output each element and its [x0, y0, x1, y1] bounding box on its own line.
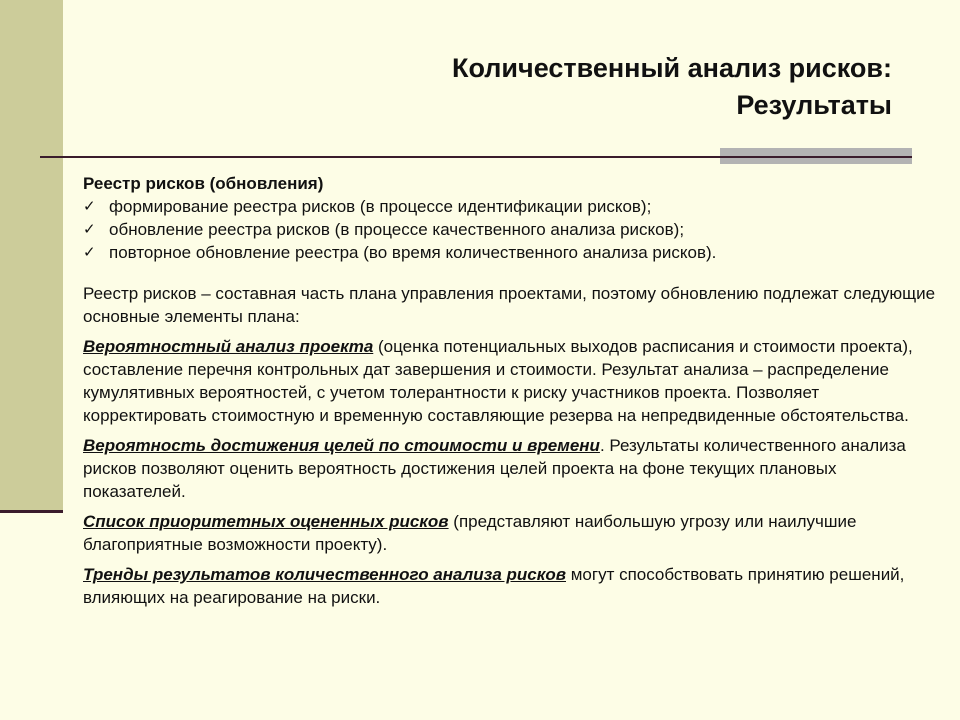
left-band-underline: [0, 510, 63, 513]
item-text: (оценка потенциальных выходов расписания и стоимости проекта), составление перечня контрольных дат завершения и стоимости. Результат анализа – распределение кумулятивных вероятностей, с учетом толерантности к риску участников проекта. Позволяет корректировать стоимостную и временную составляющие резерва на непредвиденные обстоятельства.: [83, 337, 913, 425]
item-paragraph: [83, 434, 943, 503]
checkmark-icon: ✓: [83, 221, 96, 238]
slide-title: [300, 50, 892, 124]
bullet-item: [83, 195, 943, 218]
checkmark-icon: ✓: [83, 244, 96, 261]
item-text: (представляют наибольшую угрозу или наилучшие благоприятные возможности проекту).: [83, 512, 857, 554]
title-divider-overlay: [720, 156, 912, 158]
left-decorative-band: [0, 0, 63, 513]
item-term: Вероятность достижения целей по стоимости и времени: [83, 436, 600, 455]
bullet-item: [83, 218, 943, 241]
slide-body: [83, 172, 943, 609]
checkmark-icon: ✓: [83, 198, 96, 215]
bullet-item: [83, 241, 943, 264]
registry-bullet-list: [83, 195, 943, 264]
item-text: . Результаты количественного анализа рисков позволяют оценить вероятность достижения целей проекта на фоне текущих плановых показателей.: [83, 436, 906, 501]
item-term: Тренды результатов количественного анализа рисков: [83, 565, 566, 584]
title-line-2: Результаты: [736, 90, 892, 120]
bullet-text: повторное обновление реестра (во время количественного анализа рисков).: [109, 243, 717, 262]
item-paragraph: [83, 335, 943, 427]
intro-paragraph: Реестр рисков – составная часть плана управления проектами, поэтому обновлению подлежат следующие основные элементы плана:: [83, 284, 936, 326]
item-term: Вероятностный анализ проекта: [83, 337, 374, 356]
item-paragraph: [83, 563, 943, 609]
item-text: могут способствовать принятию решений, влияющих на реагирование на риски.: [83, 565, 905, 607]
item-term: Список приоритетных оцененных рисков: [83, 512, 449, 531]
item-paragraph: [83, 510, 943, 556]
registry-heading: Реестр рисков (обновления): [83, 174, 324, 193]
title-line-1: Количественный анализ рисков:: [451, 53, 892, 83]
bullet-text: формирование реестра рисков (в процессе идентификации рисков);: [109, 197, 652, 216]
bullet-text: обновление реестра рисков (в процессе качественного анализа рисков);: [109, 220, 685, 239]
